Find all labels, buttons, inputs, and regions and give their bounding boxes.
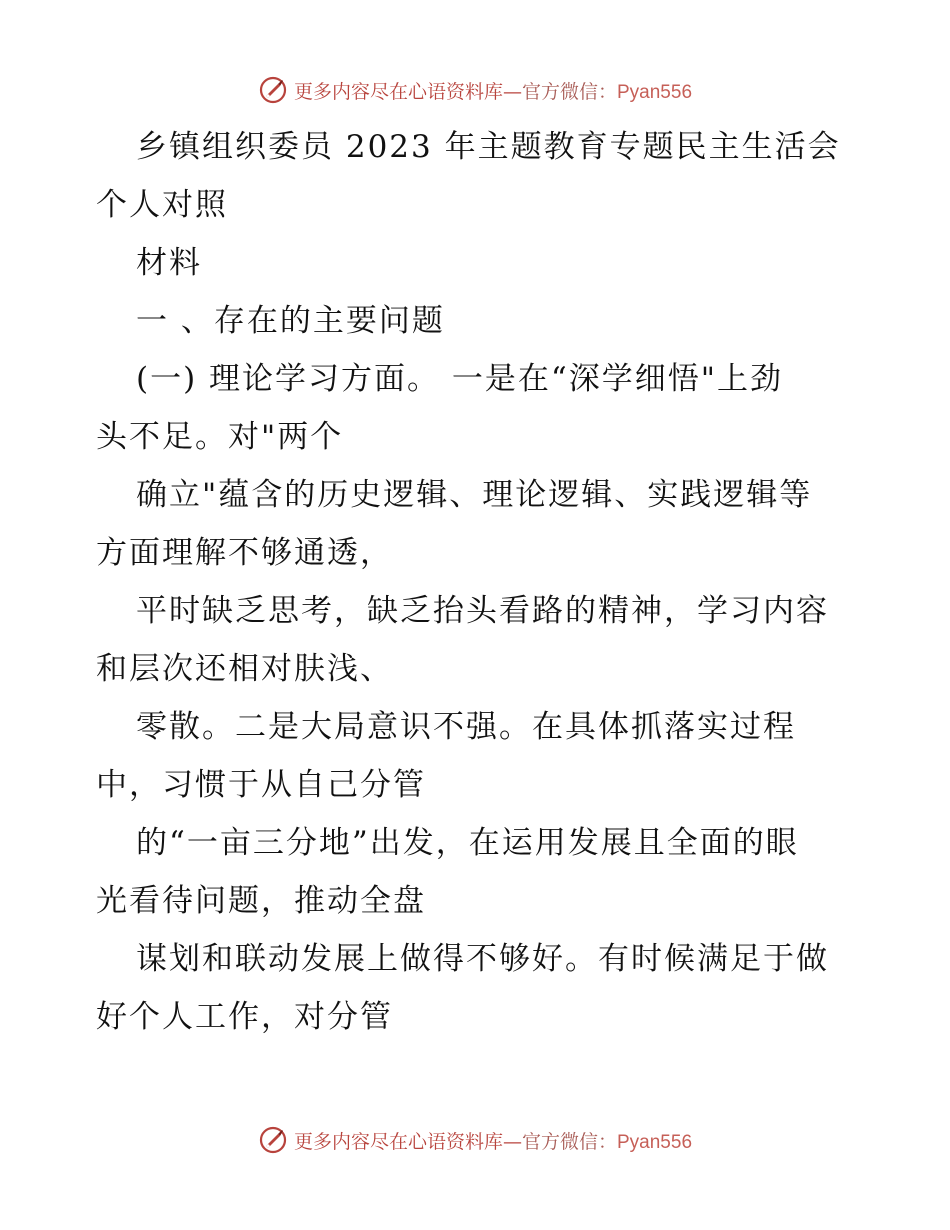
banner-text: [294, 1127, 692, 1154]
text-line: 谋划和联动发展上做得不够好。有时候满足于做: [136, 941, 829, 977]
text-line: 光看待问题，推动全盘: [96, 883, 426, 919]
banner-main-text: 更多内容尽在心语资料库: [293, 1130, 503, 1153]
banner-wechat-label: 官方微信：: [521, 80, 617, 103]
banner-dash: —: [502, 1130, 522, 1153]
text-line: 确立"蕴含的历史逻辑、理论逻辑、实践逻辑等: [136, 477, 813, 513]
text-line: 头不足。对"两个: [96, 419, 344, 455]
quill-logo-icon: [258, 1125, 288, 1155]
header-banner: [0, 70, 950, 110]
banner-main-text: 更多内容尽在心语资料库: [293, 80, 503, 103]
text-line: 个人对照: [96, 187, 228, 223]
text-line: 和层次还相对肤浅、: [96, 651, 393, 687]
text-line: (一) 理论学习方面。 一是在“深学细悟"上劲: [136, 361, 784, 397]
text-line: 中，习惯于从自己分管: [96, 767, 426, 803]
text-line: 零散。二是大局意识不强。在具体抓落实过程: [136, 709, 796, 745]
text-line: 方面理解不够通透，: [96, 535, 393, 571]
text-line: 一 、存在的主要问题: [136, 303, 445, 339]
banner-text: [294, 77, 692, 104]
banner-wechat-label: 官方微信：: [521, 1130, 617, 1153]
footer-banner: [0, 1120, 950, 1160]
text-line: 平时缺乏思考，缺乏抬头看路的精神，学习内容: [136, 593, 829, 629]
banner-wechat-id: Pyan556: [617, 1131, 693, 1153]
text-line: 乡镇组织委员 2023 年主题教育专题民主生活会: [136, 129, 841, 165]
text-line: 的“一亩三分地”出发，在运用发展且全面的眼: [136, 825, 799, 861]
banner-wechat-id: Pyan556: [617, 81, 693, 103]
text-line: 材料: [136, 245, 202, 281]
quill-logo-icon: [258, 75, 288, 105]
document-body: [96, 118, 856, 1046]
banner-dash: —: [502, 80, 522, 103]
text-line: 好个人工作，对分管: [96, 999, 393, 1035]
